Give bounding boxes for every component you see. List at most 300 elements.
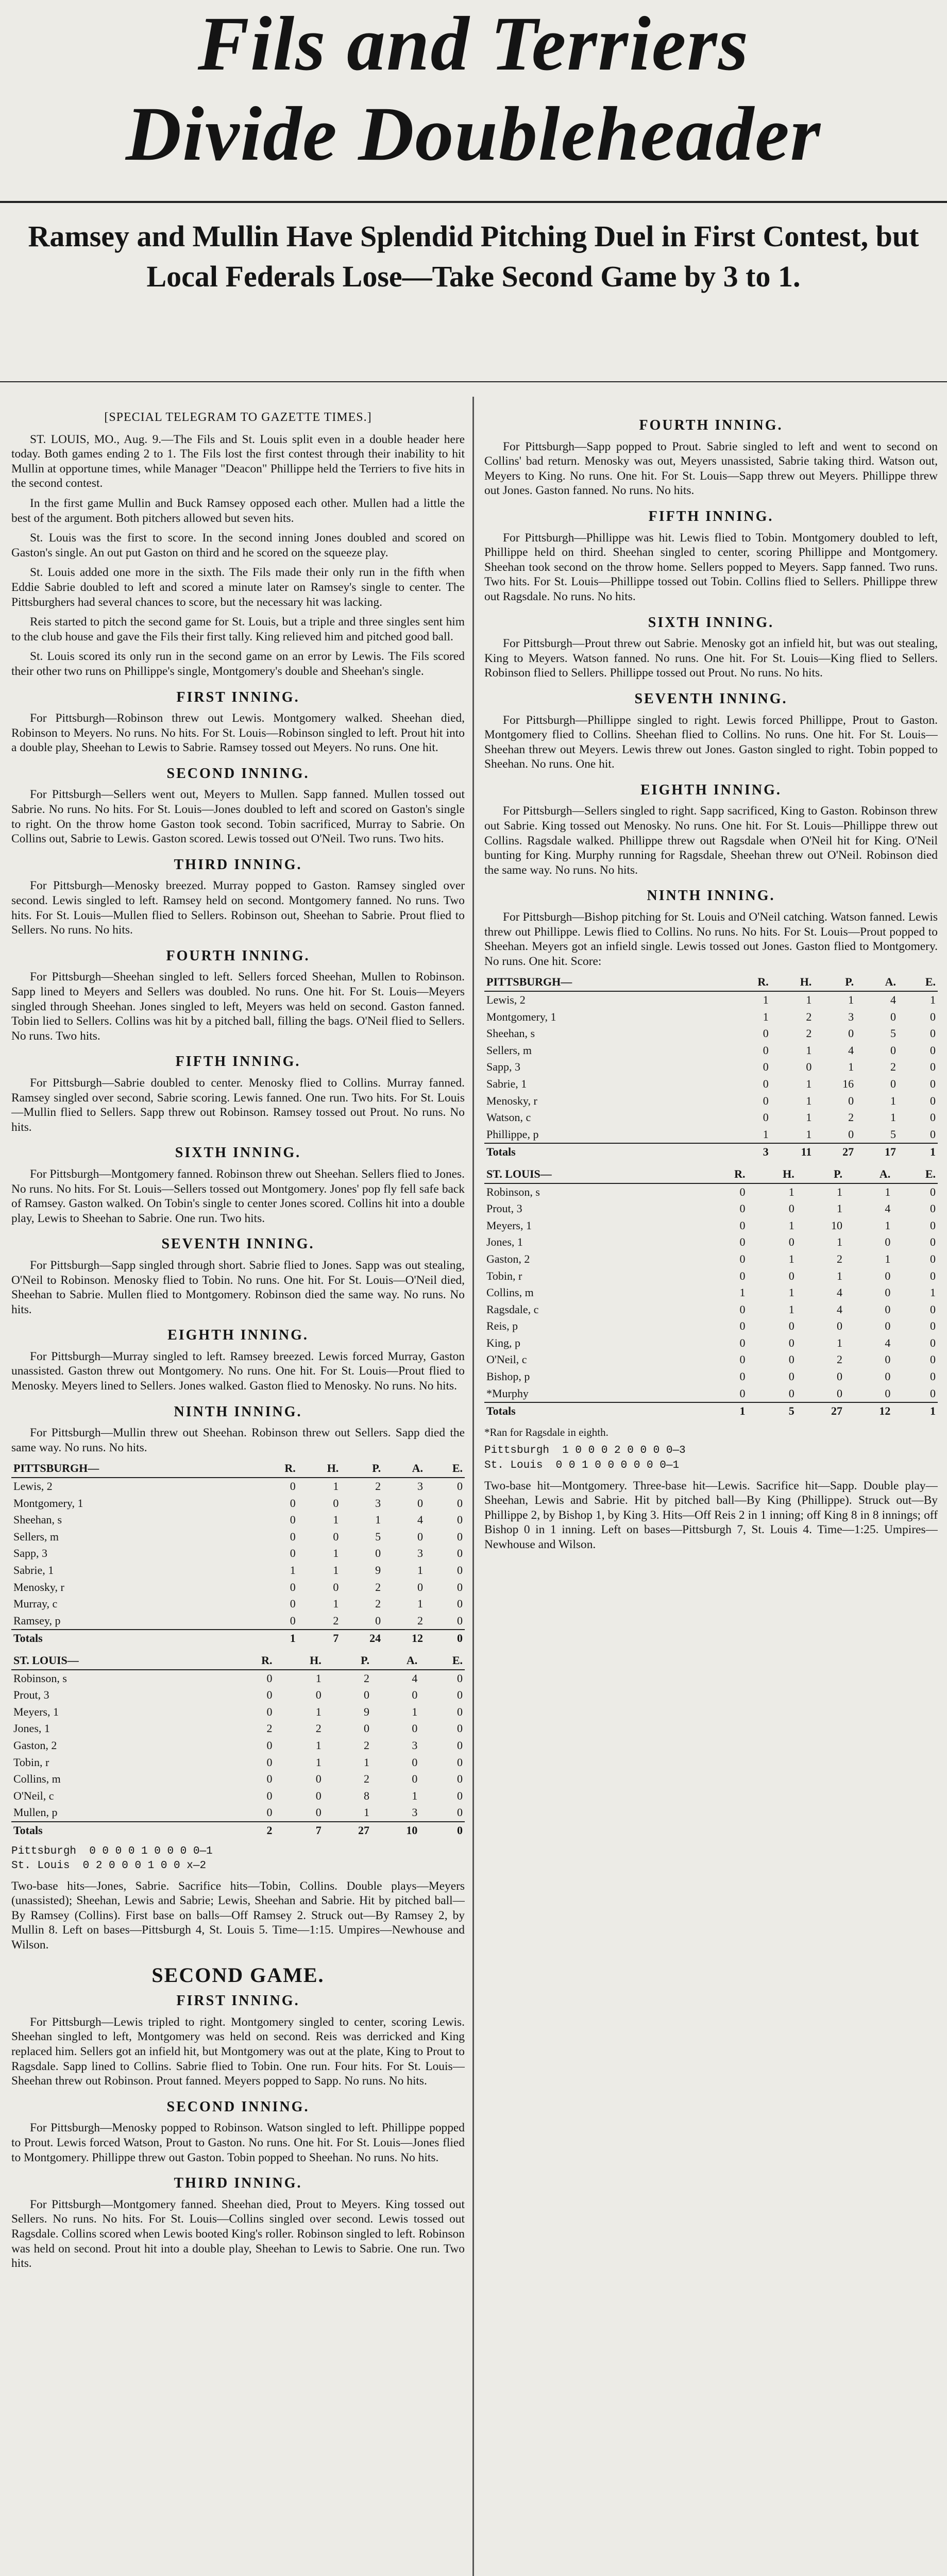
inning-text: For Pittsburgh—Montgomery fanned. Robinson threw out Sheehan. Sellers flied to Jones. No runs. No hits. For St. Louis—Sellers tossed out Montgomery. Jones' pop fly fell safe back of Ramsey. Gaston walked. On Tobin's single to center Jones scored. Collins hit into a double play, Lewis to Sheehan to Sabrie. One run. Two hits. [11, 1167, 465, 1225]
player-stat: 0 [457, 1513, 463, 1527]
player-stat: 0 [266, 1772, 273, 1786]
player-stat: 0 [417, 1580, 424, 1594]
player-stat: 1 [806, 993, 812, 1006]
box-score-header-row [484, 1166, 938, 1183]
player-stat: 0 [788, 1370, 794, 1383]
player-row [484, 991, 938, 1009]
totals-cell: 1 [257, 1630, 298, 1647]
inning-heading: NINTH INNING. [647, 888, 775, 904]
player-stat: 0 [290, 1580, 296, 1594]
player-stat: 0 [333, 1580, 339, 1594]
player-stat: 0 [885, 1286, 891, 1299]
box-score-note: *Ran for Ragsdale in eighth. [484, 1426, 608, 1438]
player-name: Ragsdale, c [486, 1302, 539, 1316]
player-stat: 0 [457, 1705, 463, 1718]
stat-column-header: E. [898, 974, 938, 991]
player-stat: 0 [266, 1671, 273, 1685]
player-row [11, 1754, 465, 1771]
player-row [484, 1093, 938, 1110]
player-row [11, 1495, 465, 1512]
totals-cell: 27 [814, 1143, 856, 1161]
inning-text: For Pittsburgh—Phillippe was hit. Lewis flied to Tobin. Montgomery doubled to left, Phillippe held on third. Sheehan singled to center, scoring Phillippe and Montgomery. Sheehan took second on the throw home. Sellers popped to Meyers. Sapp fanned. Two runs. Two hits. For St. Louis—Phillippe tossed out Tobin. Collins flied to Sellers. Phillippe threw out Ragsdale. No runs. No hits. [484, 531, 938, 603]
player-stat: 1 [837, 1185, 843, 1198]
totals-cell: Totals [11, 1630, 257, 1647]
line-score [484, 1444, 938, 1473]
subheadline-deck: Ramsey and Mullin Have Splendid Pitching Duel in First Contest, but Local Federals Lose—Take Second Game by 3 to 1. [28, 219, 919, 293]
totals-cell: 0 [419, 1822, 465, 1839]
player-stat: 1 [837, 1336, 843, 1349]
player-stat: 0 [890, 1010, 897, 1023]
player-stat: 0 [885, 1235, 891, 1249]
player-stat: 1 [837, 1202, 843, 1215]
player-name: Ramsey, p [13, 1614, 61, 1627]
player-stat: 0 [417, 1530, 424, 1543]
player-stat: 0 [763, 1111, 769, 1124]
story-paragraph: ST. LOUIS, MO., Aug. 9.—The Fils and St. Louis split even in a double header here today. Both games ending 2 to 1. The Fils lost the first contest through their inability to hit Mullin at opportune times, while Manager "Deacon" Phillippe held the Terriers to five hits in the second contest. [11, 432, 465, 490]
game-summary: Two-base hits—Jones, Sabrie. Sacrifice hits—Tobin, Collins. Double plays—Meyers (unassisted); Sheehan, Lewis and Sabrie; Lewis, Sheehan and Sabrie. Hit by pitched ball—By Ramsey (Collins). First base on balls—Off Ramsey 2. Struck out—By Ramsey 2, by Mullin 8. Left on bases—Pittsburgh 4, St. Louis 5. Time—1:15. Umpires—Newhouse and Wilson. [11, 1879, 465, 1952]
player-stat: 0 [837, 1386, 843, 1400]
player-name: O'Neil, c [13, 1789, 54, 1802]
player-stat: 2 [364, 1772, 370, 1786]
player-stat: 0 [739, 1319, 746, 1333]
totals-cell: 7 [298, 1630, 341, 1647]
player-stat: 1 [412, 1789, 418, 1802]
player-name: Watson, c [486, 1111, 531, 1124]
player-row [484, 1025, 938, 1042]
player-stat: 4 [837, 1302, 843, 1316]
player-stat: 1 [763, 993, 769, 1006]
dateline: [SPECIAL TELEGRAM TO GAZETTE TIMES.] [104, 411, 372, 424]
player-stat: 0 [930, 1252, 936, 1265]
player-stat: 4 [890, 993, 897, 1006]
player-stat: 1 [788, 1218, 794, 1232]
player-stat: 1 [806, 1127, 812, 1141]
totals-cell: 3 [730, 1143, 771, 1161]
player-stat: 1 [806, 1077, 812, 1090]
player-stat: 0 [788, 1202, 794, 1215]
player-name: Bishop, p [486, 1370, 530, 1383]
box-score-table [484, 974, 938, 1161]
player-name: Sheehan, s [13, 1513, 62, 1527]
game2-innings-part2 [484, 418, 938, 969]
player-stat: 2 [806, 1027, 812, 1040]
story-paragraph: St. Louis was the first to score. In the second inning Jones doubled and scored on Gaston's single. An out put Gaston on third and he scored on the squeeze play. [11, 531, 465, 560]
player-stat: 1 [848, 993, 854, 1006]
box-score-header-row [11, 1652, 465, 1670]
inning-heading: FOURTH INNING. [166, 947, 310, 964]
player-stat: 0 [930, 1319, 936, 1333]
player-stat: 0 [763, 1077, 769, 1090]
story-paragraph: St. Louis scored its only run in the second game on an error by Lewis. The Fils scored their other two runs on Phillippe's single, Montgomery's double and Sheehan's single. [11, 650, 465, 678]
player-stat: 0 [930, 1185, 936, 1198]
player-name: Menosky, r [13, 1580, 64, 1594]
box-score-table [11, 1460, 465, 1647]
player-stat: 2 [333, 1614, 339, 1627]
player-stat: 0 [290, 1530, 296, 1543]
player-stat: 1 [364, 1755, 370, 1769]
player-name: Jones, 1 [13, 1722, 50, 1735]
player-stat: 0 [848, 1127, 854, 1141]
player-stat: 0 [763, 1060, 769, 1074]
player-stat: 0 [412, 1722, 418, 1735]
player-name: Sheehan, s [486, 1027, 535, 1040]
line-score-row: Pittsburgh 1 0 0 0 2 0 0 0 0—3 [484, 1445, 686, 1457]
second-game-heading: SECOND GAME. [151, 1963, 325, 1987]
player-stat: 0 [457, 1806, 463, 1819]
player-row [484, 1059, 938, 1076]
line-score-row: St. Louis 0 0 1 0 0 0 0 0 0—1 [484, 1460, 680, 1472]
player-stat: 0 [739, 1252, 746, 1265]
player-row [11, 1687, 465, 1704]
player-stat: 0 [930, 1094, 936, 1107]
stat-column-header: A. [856, 974, 898, 991]
totals-cell: 24 [341, 1630, 383, 1647]
player-row [484, 1251, 938, 1268]
player-name: Sabrie, 1 [13, 1564, 54, 1577]
player-stat: 0 [930, 1235, 936, 1249]
player-stat: 0 [266, 1738, 273, 1752]
player-row [484, 1076, 938, 1093]
player-stat: 1 [788, 1302, 794, 1316]
player-row [484, 1183, 938, 1201]
player-stat: 4 [837, 1286, 843, 1299]
player-stat: 0 [457, 1755, 463, 1769]
player-stat: 1 [890, 1111, 897, 1124]
player-row [484, 1301, 938, 1318]
player-stat: 2 [848, 1111, 854, 1124]
totals-cell: 2 [227, 1822, 274, 1839]
player-stat: 0 [930, 1027, 936, 1040]
player-stat: 0 [315, 1688, 322, 1702]
player-stat: 0 [290, 1480, 296, 1493]
player-stat: 0 [315, 1806, 322, 1819]
player-name: Gaston, 2 [486, 1252, 530, 1265]
player-row [11, 1788, 465, 1805]
totals-cell: 12 [383, 1630, 425, 1647]
player-stat: 1 [837, 1269, 843, 1282]
player-stat: 0 [739, 1302, 746, 1316]
player-name: Sellers, m [486, 1043, 532, 1057]
stat-column-header: E. [425, 1460, 465, 1478]
inning-text: For Pittsburgh—Phillippe singled to right. Lewis forced Phillippe, Prout to Gaston. Montgomery flied to Collins. Sheehan flied to Collins. No runs. One hit. For St. Louis—Sheehan threw out Meyers. Lewis threw out Jones. Gaston singled to right. Tobin popped to Sheehan. No runs. One hit. [484, 713, 938, 771]
player-stat: 1 [333, 1597, 339, 1611]
stat-column-header: H. [771, 974, 814, 991]
stat-column-header: E. [892, 1166, 938, 1183]
stat-column-header: P. [814, 974, 856, 991]
totals-cell: Totals [11, 1822, 227, 1839]
team-name: PITTSBURGH— [11, 1460, 257, 1478]
player-stat: 0 [930, 1202, 936, 1215]
player-stat: 16 [842, 1077, 854, 1090]
player-stat: 1 [364, 1806, 370, 1819]
stat-column-header: H. [747, 1166, 796, 1183]
inning-heading: NINTH INNING. [174, 1403, 302, 1420]
player-name: O'Neil, c [486, 1353, 527, 1366]
player-stat: 0 [457, 1772, 463, 1786]
totals-cell: 27 [797, 1402, 844, 1420]
player-row [484, 1368, 938, 1385]
player-stat: 1 [290, 1564, 296, 1577]
inning-heading: SEVENTH INNING. [634, 690, 788, 707]
player-stat: 0 [739, 1336, 746, 1349]
totals-cell: 12 [844, 1402, 892, 1420]
player-stat: 0 [788, 1319, 794, 1333]
player-row [484, 1234, 938, 1251]
player-stat: 0 [890, 1077, 897, 1090]
stat-column-header: P. [797, 1166, 844, 1183]
player-stat: 0 [930, 1353, 936, 1366]
player-name: Gaston, 2 [13, 1738, 57, 1752]
player-stat: 1 [930, 1286, 936, 1299]
inning-text: For Pittsburgh—Sellers singled to right. Sapp sacrificed, King to Gaston. Robinson threw out Sabrie. King tossed out Menosky. No runs. One hit. For St. Louis—Phillippe threw out Collins. Ragsdale walked. Phillippe threw out Ragsdale when O'Neil hit for King. O'Neil bunting for King. Murphy running for Ragsdale, Sheehan threw out O'Neil. Robinson died the same way. No runs. No hits. [484, 804, 938, 877]
player-stat: 4 [412, 1671, 418, 1685]
player-name: Sapp, 3 [13, 1547, 47, 1560]
stat-column-header: E. [419, 1652, 465, 1670]
totals-cell: 7 [274, 1822, 323, 1839]
box-score-table [11, 1652, 465, 1839]
player-stat: 0 [315, 1772, 322, 1786]
stat-column-header: H. [274, 1652, 323, 1670]
inning-heading: SEVENTH INNING. [161, 1236, 315, 1252]
player-stat: 0 [885, 1386, 891, 1400]
player-row [11, 1478, 465, 1495]
player-row [11, 1545, 465, 1562]
player-row [484, 1268, 938, 1285]
player-stat: 1 [315, 1755, 322, 1769]
inning-heading: SIXTH INNING. [648, 614, 774, 631]
player-stat: 0 [837, 1319, 843, 1333]
player-stat: 0 [930, 1386, 936, 1400]
player-stat: 0 [763, 1027, 769, 1040]
team-name: ST. LOUIS— [484, 1166, 700, 1183]
inning-heading: THIRD INNING. [174, 856, 302, 873]
player-stat: 0 [739, 1353, 746, 1366]
player-stat: 0 [457, 1688, 463, 1702]
player-stat: 1 [806, 1094, 812, 1107]
player-name: Phillippe, p [486, 1127, 539, 1141]
totals-row [11, 1630, 465, 1647]
line-score [11, 1844, 465, 1874]
player-stat: 2 [837, 1252, 843, 1265]
story-paragraph: St. Louis added one more in the sixth. The Fils made their only run in the fifth when Eddie Sabrie doubled to left and scored a minute later on Ramsey's single to center. The Pittsburghers had several chances to score, but the necessary hit was lacking. [11, 566, 465, 609]
player-row [484, 1200, 938, 1217]
inning-text: For Pittsburgh—Menosky breezed. Murray popped to Gaston. Ramsey singled over second. Lewis singled to left. Ramsey held on second. Montgomery fanned. No runs. Two hits. For St. Louis—Mullen flied to Sellers. Robinson out, Sheehan to Sabrie. Prout flied to Sellers. No runs. No hits. [11, 879, 465, 937]
player-stat: 0 [930, 1043, 936, 1057]
game1-innings [11, 690, 465, 1455]
headline-rule [0, 201, 947, 203]
player-stat: 0 [848, 1094, 854, 1107]
player-stat: 0 [763, 1094, 769, 1107]
game1-box-score [11, 1460, 465, 1952]
story-paragraph: Reis started to pitch the second game for St. Louis, but a triple and three singles sent him to the club house and gave the Fils their first tally. King relieved him and pitched good ball. [11, 615, 465, 643]
line-score-row: St. Louis 0 2 0 0 0 1 0 0 x—2 [11, 1860, 207, 1872]
player-stat: 0 [930, 1336, 936, 1349]
player-row [484, 1009, 938, 1026]
player-stat: 2 [417, 1614, 424, 1627]
player-stat: 0 [457, 1671, 463, 1685]
player-stat: 0 [290, 1614, 296, 1627]
player-name: Prout, 3 [13, 1688, 49, 1702]
player-stat: 0 [457, 1547, 463, 1560]
player-name: Tobin, r [13, 1755, 49, 1769]
player-name: Jones, 1 [486, 1235, 523, 1249]
player-stat: 0 [837, 1370, 843, 1383]
inning-heading: FIRST INNING. [176, 689, 300, 705]
player-stat: 1 [885, 1218, 891, 1232]
player-name: Menosky, r [486, 1094, 537, 1107]
player-stat: 5 [375, 1530, 381, 1543]
player-stat: 0 [457, 1722, 463, 1735]
player-row [11, 1579, 465, 1596]
player-stat: 0 [806, 1060, 812, 1074]
player-name: Prout, 3 [486, 1202, 522, 1215]
right-column [484, 407, 938, 2576]
player-row [11, 1804, 465, 1822]
player-stat: 3 [848, 1010, 854, 1023]
player-stat: 5 [890, 1027, 897, 1040]
player-stat: 1 [848, 1060, 854, 1074]
inning-text: For Pittsburgh—Sabrie doubled to center. Menosky flied to Collins. Murray fanned. Ramsey singled over second, Sabrie scoring. Lewis fanned. One run. Two hits. For St. Louis—Mullin flied to Sellers. Sapp threw out Robinson. Ramsey tossed out Prout. No runs. No hits. [11, 1076, 465, 1134]
inning-text: For Pittsburgh—Sheehan singled to left. Sellers forced Sheehan, Mullen to Robinson. Sapp lined to Meyers and Sellers was doubled. No runs. One hit. For St. Louis—Meyers singled through Sheehan. Jones singled to left, Meyers was held on second. Gaston fanned. Tobin lied to Sellers. Collins was hit by a pitched ball, filling the bags. O'Neil flied to Sellers. No runs. Two hits. [11, 970, 465, 1043]
player-stat: 0 [266, 1806, 273, 1819]
player-stat: 0 [739, 1370, 746, 1383]
player-name: King, p [486, 1336, 520, 1349]
player-stat: 0 [739, 1386, 746, 1400]
player-stat: 0 [848, 1027, 854, 1040]
totals-row [484, 1143, 938, 1161]
totals-cell: Totals [484, 1402, 700, 1420]
box-score-table [484, 1166, 938, 1420]
player-stat: 0 [885, 1302, 891, 1316]
inning-heading: THIRD INNING. [174, 2175, 302, 2192]
player-stat: 0 [739, 1218, 746, 1232]
player-name: Meyers, 1 [13, 1705, 59, 1718]
player-stat: 0 [266, 1688, 273, 1702]
stat-column-header: A. [383, 1460, 425, 1478]
player-stat: 0 [412, 1688, 418, 1702]
player-stat: 0 [930, 1060, 936, 1074]
column-divider [472, 397, 474, 2576]
player-name: Lewis, 2 [13, 1480, 53, 1493]
totals-cell: 5 [747, 1402, 796, 1420]
totals-cell: 11 [771, 1143, 814, 1161]
player-stat: 4 [885, 1336, 891, 1349]
player-row [11, 1771, 465, 1788]
player-stat: 1 [315, 1738, 322, 1752]
box-score-header-row [11, 1460, 465, 1478]
player-stat: 0 [315, 1789, 322, 1802]
story-body [11, 432, 465, 679]
player-stat: 0 [788, 1353, 794, 1366]
player-stat: 0 [788, 1336, 794, 1349]
player-row [484, 1351, 938, 1368]
player-stat: 0 [364, 1722, 370, 1735]
player-row [484, 1217, 938, 1234]
player-stat: 2 [806, 1010, 812, 1023]
player-stat: 0 [457, 1496, 463, 1510]
inning-heading: EIGHTH INNING. [640, 782, 782, 798]
team-name: ST. LOUIS— [11, 1652, 227, 1670]
player-stat: 0 [763, 1043, 769, 1057]
player-name: Collins, m [13, 1772, 61, 1786]
inning-text: For Pittsburgh—Mullin threw out Sheehan. Robinson threw out Sellers. Sapp died the same way. No runs. No hits. [11, 1426, 465, 1454]
player-stat: 1 [315, 1671, 322, 1685]
player-stat: 0 [457, 1580, 463, 1594]
player-stat: 0 [266, 1789, 273, 1802]
player-stat: 0 [290, 1513, 296, 1527]
player-stat: 0 [739, 1202, 746, 1215]
player-stat: 0 [885, 1319, 891, 1333]
player-name: Robinson, s [486, 1185, 540, 1198]
inning-heading: SECOND INNING. [166, 765, 310, 782]
inning-text: For Pittsburgh—Sapp singled through short. Sabrie flied to Jones. Sapp was out stealing, O'Neil to Robinson. Menosky flied to Tobin. No runs. One hit. For St. Louis—O'Neil died, Sheehan to Sabrie. Mullen flied to Montgomery. Robinson died the same way. No runs. No hits. [11, 1258, 465, 1316]
player-stat: 0 [788, 1269, 794, 1282]
player-name: Sellers, m [13, 1530, 59, 1543]
player-stat: 1 [806, 1043, 812, 1057]
story-paragraph: In the first game Mullin and Buck Ramsey opposed each other. Mullen had a little the best of the argument. Both pitchers allowed but seven hits. [11, 496, 465, 525]
player-name: Reis, p [486, 1319, 518, 1333]
player-stat: 4 [417, 1513, 424, 1527]
player-stat: 0 [457, 1597, 463, 1611]
player-stat: 3 [412, 1806, 418, 1819]
player-stat: 0 [412, 1755, 418, 1769]
player-stat: 0 [930, 1269, 936, 1282]
player-stat: 1 [417, 1564, 424, 1577]
player-stat: 1 [837, 1235, 843, 1249]
player-stat: 1 [412, 1705, 418, 1718]
stat-column-header: R. [257, 1460, 298, 1478]
player-stat: 0 [930, 1010, 936, 1023]
inning-text: For Pittsburgh—Montgomery fanned. Sheehan died, Prout to Meyers. King tossed out Sellers. No runs. No hits. For St. Louis—Collins singled over second. Lewis tossed out Ragsdale. Collins scored when Lewis booted King's roller. Robinson singled to left. Robinson was held on second. Prout hit into a double play, Sheehan to Lewis to Sabrie. One run. Two hits. [11, 2197, 465, 2270]
player-row [484, 1042, 938, 1059]
player-stat: 0 [885, 1353, 891, 1366]
left-column [11, 407, 465, 2576]
player-stat: 1 [806, 1111, 812, 1124]
totals-cell: 1 [892, 1402, 938, 1420]
inning-heading: FOURTH INNING. [639, 417, 783, 433]
totals-cell: 1 [898, 1143, 938, 1161]
inning-text: For Pittsburgh—Murray singled to left. Ramsey breezed. Lewis forced Murray, Gaston unassisted. Gaston threw out Montgomery. No runs. One hit. For St. Louis—Prout flied to Menosky. Meyers lined to Sellers. Jones walked. Gaston flied to Menosky. No runs. No hits. [11, 1349, 465, 1393]
player-stat: 0 [375, 1547, 381, 1560]
player-stat: 0 [930, 1302, 936, 1316]
player-stat: 0 [457, 1530, 463, 1543]
player-stat: 0 [457, 1738, 463, 1752]
player-stat: 0 [788, 1235, 794, 1249]
game-summary: Two-base hit—Montgomery. Three-base hit—Lewis. Sacrifice hit—Sapp. Double play—Sheehan, Lewis and Sabrie. Hit by pitched ball—By King (Phillippe). Struck out—By Phillippe 2, by Bishop 1, by King 3. Hits—Off Reis 2 in 1 inning; off King 8 in 8 innings; off Bishop 0 in 1 inning. Left on bases—Pittsburgh 7, St. Louis 4. Time—1:25. Umpires—Newhouse and Wilson. [484, 1479, 938, 1551]
player-name: Murray, c [13, 1597, 58, 1611]
player-stat: 2 [837, 1353, 843, 1366]
player-stat: 1 [739, 1286, 746, 1299]
player-stat: 4 [885, 1202, 891, 1215]
player-stat: 9 [375, 1564, 381, 1577]
player-stat: 1 [788, 1185, 794, 1198]
player-stat: 0 [266, 1705, 273, 1718]
inning-text: For Pittsburgh—Sellers went out, Meyers to Mullen. Sapp fanned. Mullen tossed out Sabrie. No runs. No hits. For St. Louis—Jones doubled to left and scored on Gaston's single to right. On the throw home Gaston took second. Tobin sacrificed, Murray to Sabrie. On Collins out, Sabrie to Lewis. Gaston scored. Lewis tossed out O'Neil. Two runs. Two hits. [11, 788, 465, 846]
player-stat: 0 [885, 1269, 891, 1282]
player-stat: 2 [890, 1060, 897, 1074]
player-stat: 1 [315, 1705, 322, 1718]
player-stat: 1 [333, 1513, 339, 1527]
player-name: Robinson, s [13, 1671, 67, 1685]
player-stat: 5 [890, 1127, 897, 1141]
player-row [11, 1720, 465, 1737]
player-stat: 4 [848, 1043, 854, 1057]
player-row [484, 1109, 938, 1126]
player-stat: 0 [890, 1043, 897, 1057]
player-stat: 0 [333, 1496, 339, 1510]
player-stat: 0 [930, 1111, 936, 1124]
player-stat: 1 [763, 1010, 769, 1023]
